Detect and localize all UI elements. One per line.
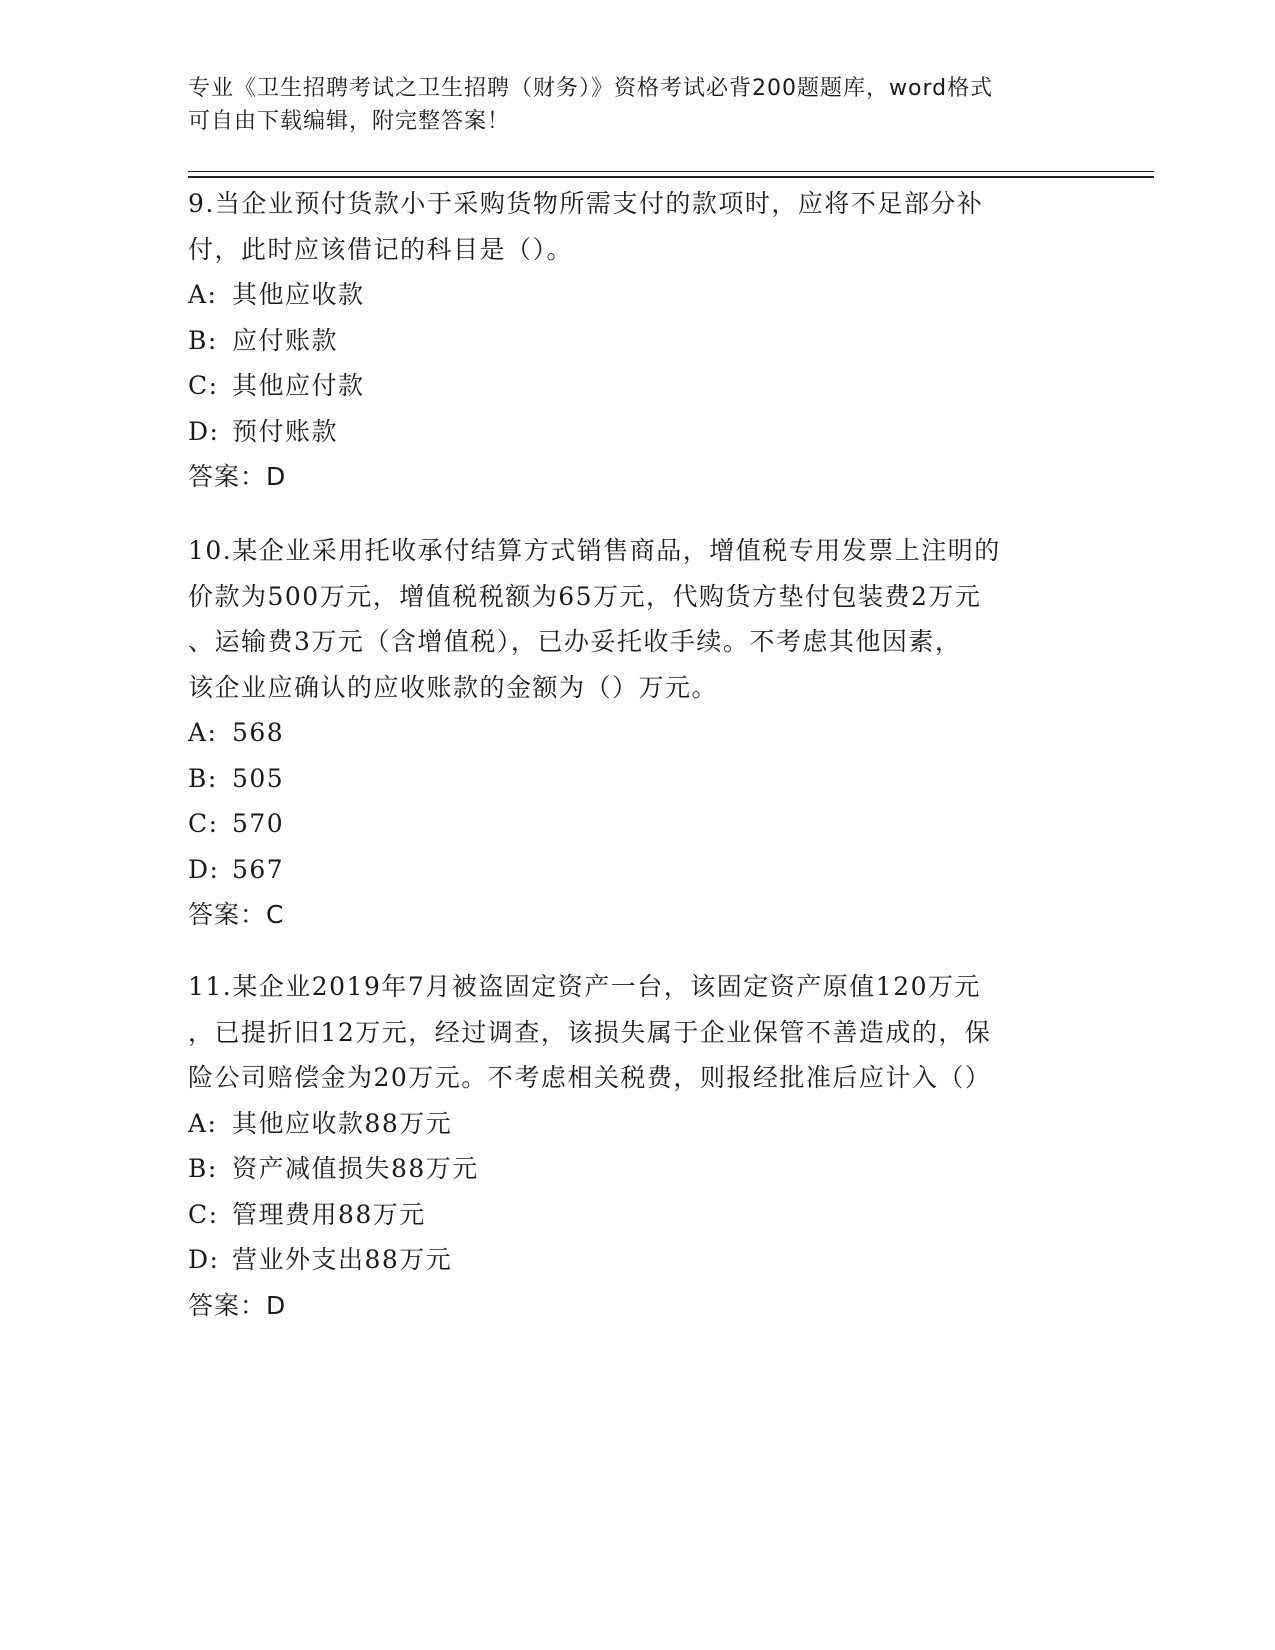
option-text: 570	[232, 809, 285, 838]
option-a	[188, 1101, 1068, 1147]
header-line-2: 可自由下载编辑，附完整答案！	[188, 109, 511, 134]
option-text: 505	[232, 763, 285, 793]
stem-line: 11.某企业2019年7月被盗固定资产一台，该固定资产原值120万元	[188, 972, 982, 1001]
option-d	[188, 1237, 1068, 1283]
document-header	[188, 72, 1068, 138]
option-text: 应付账款	[232, 325, 339, 355]
option-letter: B:	[188, 763, 218, 793]
option-b	[188, 756, 1068, 802]
option-text: 其他应付款	[232, 371, 365, 400]
option-text: 预付账款	[232, 416, 339, 446]
option-c	[188, 801, 1068, 847]
question-11	[188, 964, 1068, 1328]
stem-line: 、运输费3万元（含增值税），已办妥托收手续。不考虑其他因素，	[188, 627, 962, 656]
answer-line: 答案：D	[188, 462, 287, 491]
stem-line: 该企业应确认的应收账款的金额为（）万元。	[188, 672, 719, 702]
option-d	[188, 847, 1068, 893]
header-divider-thin	[188, 171, 1154, 172]
option-letter: B:	[188, 1154, 218, 1183]
answer-line: 答案：C	[188, 900, 285, 929]
option-letter: B:	[188, 325, 218, 355]
option-a	[188, 272, 1068, 318]
option-d	[188, 409, 1068, 455]
question-10	[188, 528, 1068, 938]
option-text: 567	[232, 854, 285, 884]
option-text: 其他应收款	[232, 280, 365, 309]
stem-line: 价款为500万元，增值税税额为65万元，代购货方垫付包装费2万元	[188, 581, 982, 611]
stem-line: ，已提折旧12万元，经过调查，该损失属于企业保管不善造成的，保	[188, 1017, 992, 1047]
option-letter: A:	[188, 280, 218, 309]
question-stem	[188, 528, 1068, 710]
option-b	[188, 318, 1068, 364]
option-letter: D:	[188, 416, 220, 446]
stem-line: 9.当企业预付货款小于采购货物所需支付的款项时，应将不足部分补	[188, 189, 984, 218]
option-letter: C:	[188, 809, 219, 838]
option-text: 资产减值损失88万元	[232, 1154, 479, 1183]
option-letter: C:	[188, 1199, 219, 1229]
stem-line: 10.某企业采用托收承付结算方式销售商品，增值税专用发票上注明的	[188, 536, 1001, 565]
option-letter: D:	[188, 1245, 220, 1274]
question-stem	[188, 181, 1068, 272]
option-text: 管理费用88万元	[232, 1199, 426, 1229]
question-9	[188, 181, 1068, 500]
option-c	[188, 1192, 1068, 1238]
option-letter: D:	[188, 854, 220, 884]
option-letter: A:	[188, 718, 218, 747]
option-a	[188, 710, 1068, 756]
answer-line: 答案：D	[188, 1290, 287, 1320]
option-text: 营业外支出88万元	[232, 1245, 453, 1274]
option-text: 568	[232, 718, 285, 747]
header-line-1: 专业《卫生招聘考试之卫生招聘（财务）》资格考试必背200题题库，word格式	[188, 76, 994, 101]
stem-line: 险公司赔偿金为20万元。不考虑相关税费，则报经批准后应计入（）	[188, 1063, 992, 1092]
option-b	[188, 1146, 1068, 1192]
option-c	[188, 363, 1068, 409]
option-text: 其他应收款88万元	[232, 1108, 453, 1138]
header-divider-thick	[188, 176, 1154, 178]
option-letter: A:	[188, 1108, 218, 1138]
question-stem	[188, 964, 1068, 1101]
stem-line: 付，此时应该借记的科目是（）。	[188, 234, 574, 264]
option-letter: C:	[188, 371, 219, 400]
